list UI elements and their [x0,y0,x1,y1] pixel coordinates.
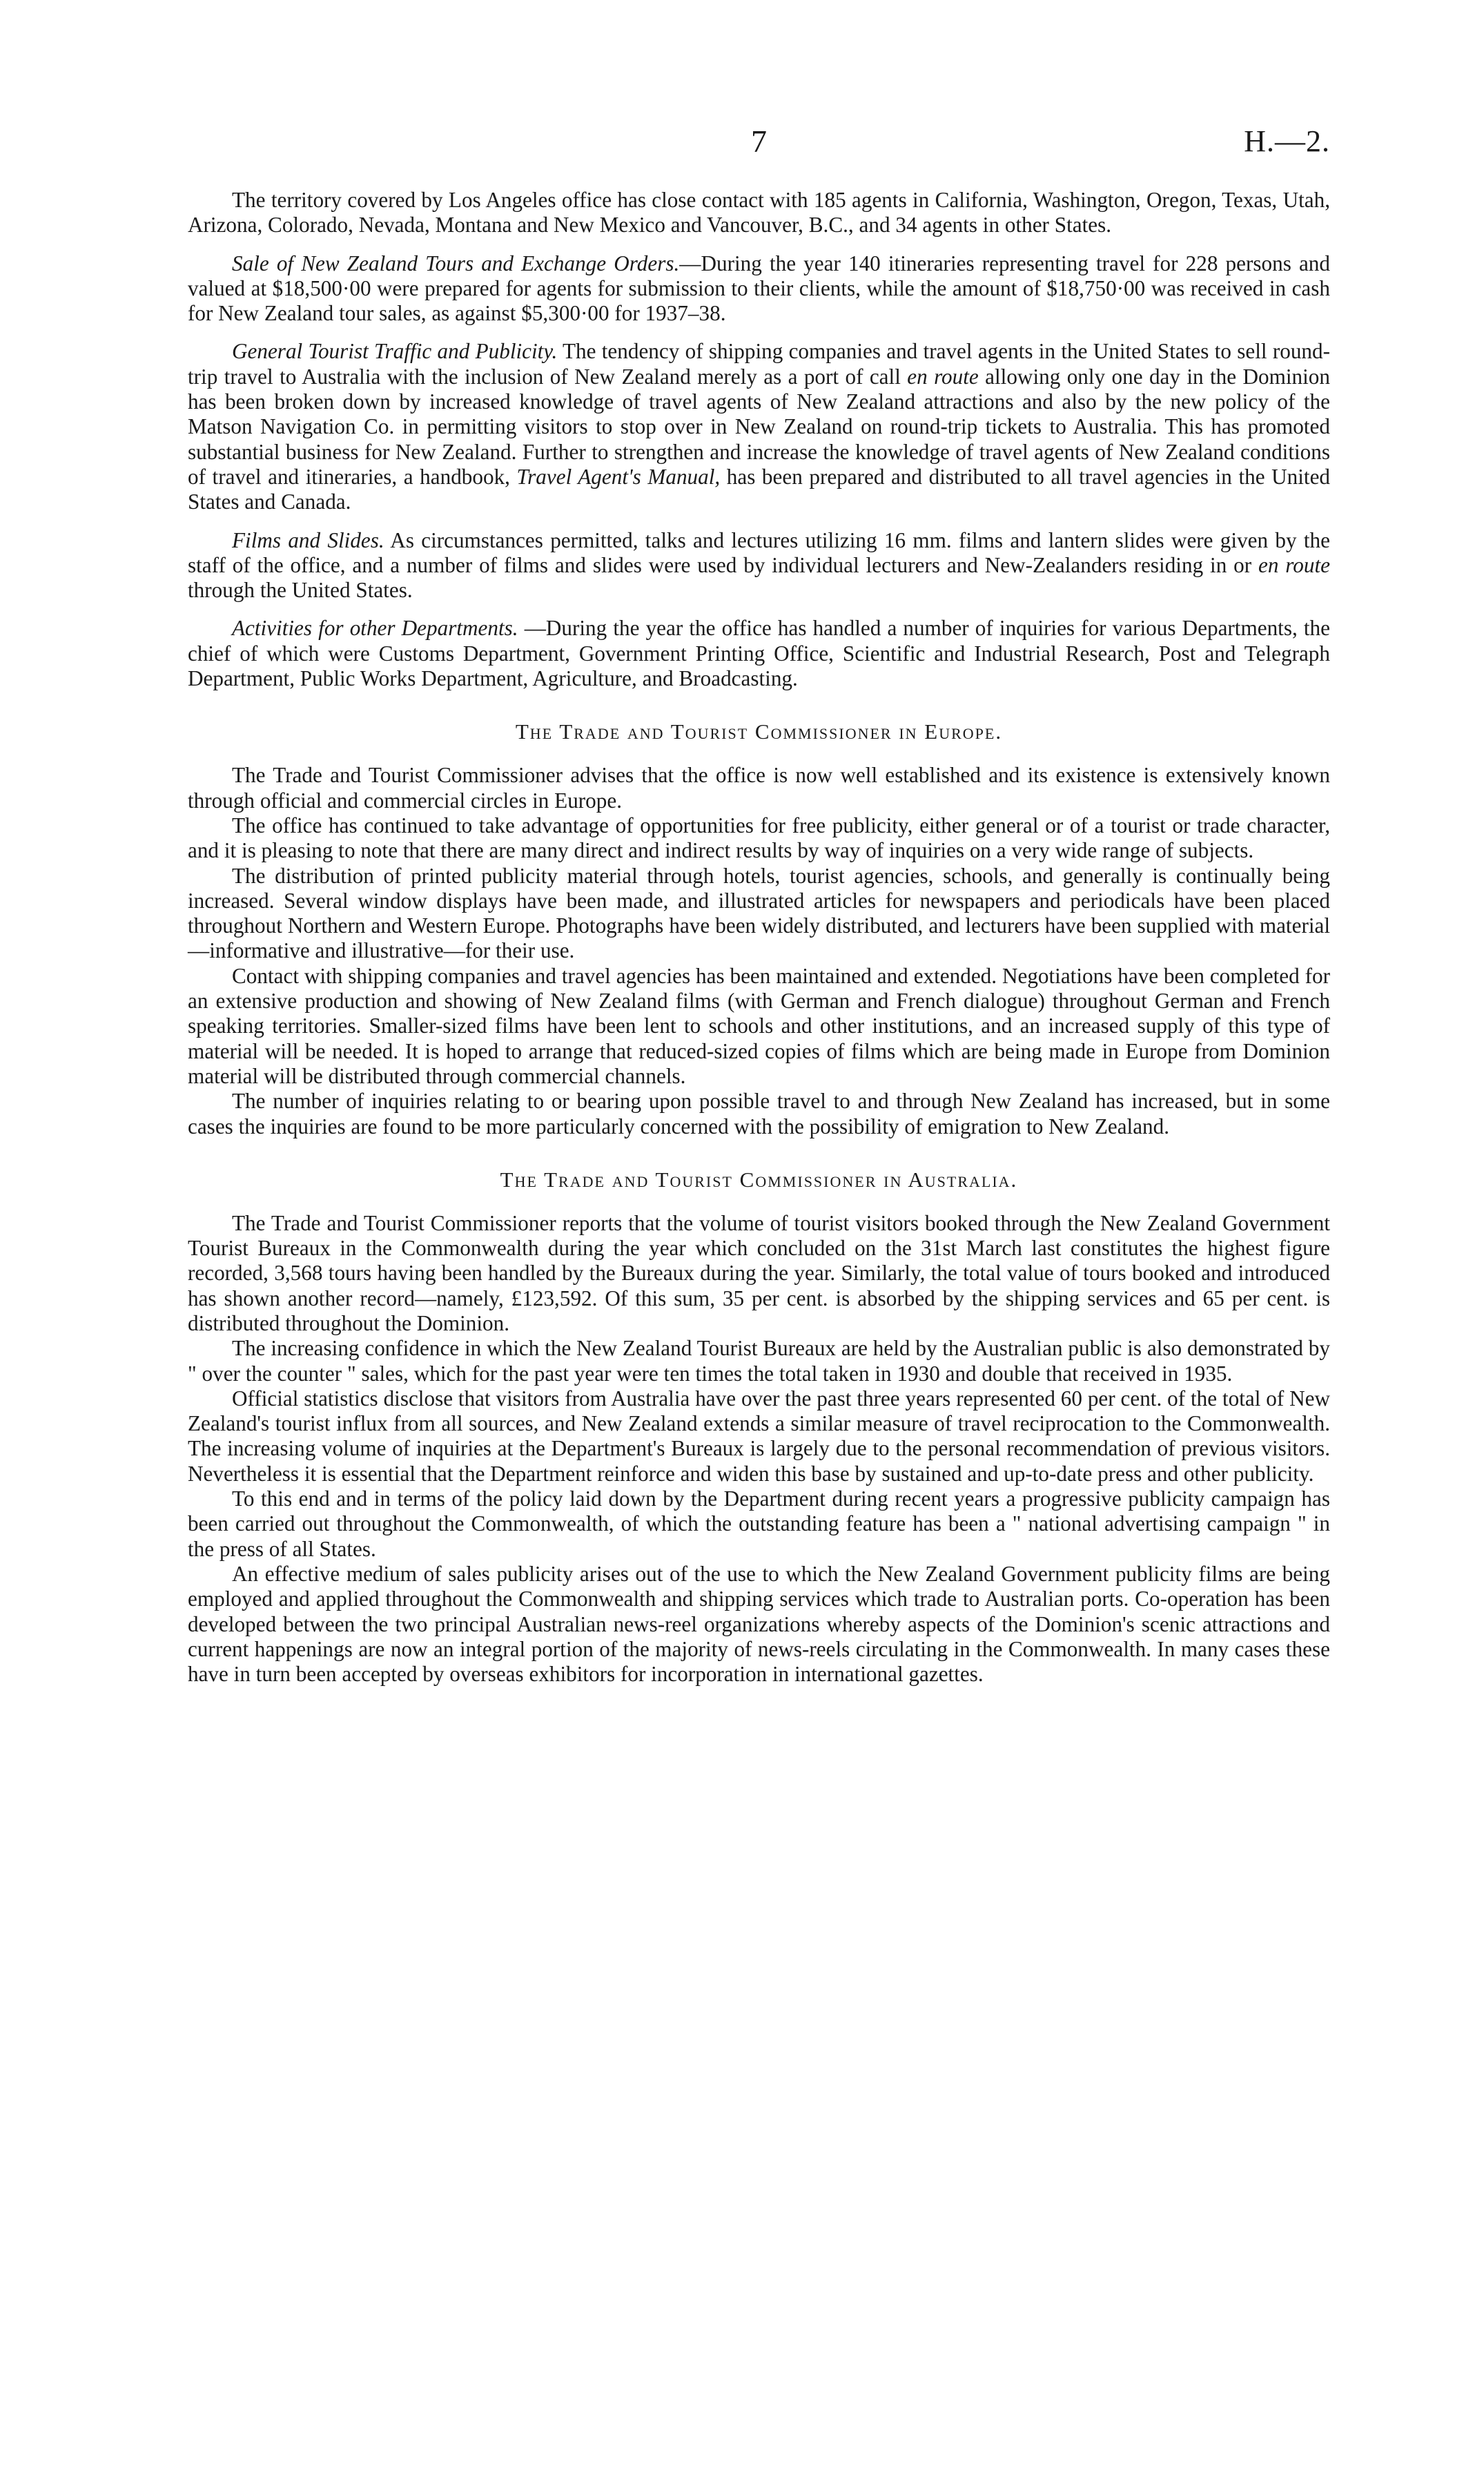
paragraph-lead-films-and-slides: Films and Slides. [232,527,384,552]
paragraph-text: allowing only one day in the Dominion has been broken down by increased knowledge of travel agents of New Zealand attractions and also by the new policy of the Matson Navigation Co. in permitting visitors to stop over in New Zealand on round-trip tickets to Australia. This has promoted substantial business for New Zealand. Further to strengthen and increase the knowledge of travel agents of New Zealand conditions of travel and itineraries, a handbook, [188,364,1330,489]
section-heading-australia: The Trade and Tourist Commissioner in Australia. [500,1167,1018,1192]
paragraph-body-other-departments: —During the year the office has handled a number of inquiries for various Departments, the chief of which were Customs Department, Government Printing Office, Scientific and Industrial Research, Post and Telegraph Department, Public Works Department, Agriculture, and Broadcasting. [188,616,1330,691]
paragraph-australia-5: An effective medium of sales publicity arises out of the use to which the New Zealand Government publicity films are being employed and applied throughout the Commonwealth and shipping services which trade to Australian ports. Co-operation has been developed between the two principal Australian news-reel organizations whereby aspects of the Dominion's scenic attractions and current happenings are now an integral portion of the majority of news-reels circulating in the Commonwealth. In many cases these have in turn been accepted by overseas exhibitors for incorporation in international gazettes. [188,1561,1330,1687]
italic-travel-agents-manual: Travel Agent's Manual, [516,464,721,489]
document-page [188,124,1330,1687]
paragraph-europe-1: The Trade and Tourist Commissioner advises that the office is now well established and its existence is extensively known through official and commercial circles in Europe. [188,763,1330,813]
paragraph-tours-exchange-orders [188,251,1330,327]
paragraph-films-and-slides [188,528,1330,603]
document-reference: H.—2. [1244,124,1330,158]
paragraph-australia-3: Official statistics disclose that visitors from Australia have over the past three years represented 60 per cent. of the total of New Zealand's tourist influx from all sources, and New Zealand extends a similar measure of travel reciprocation to the Commonwealth. The increasing volume of inquiries at the Department's Bureaux is largely due to the personal recommendation of previous visitors. Nevertheless it is essential that the Department reinforce and widen this base by sustained and up-to-date press and other publicity. [188,1386,1330,1486]
paragraph-text: The tendency of shipping companies and travel agents in the United States to sell round-trip travel to Australia with the inclusion of New Zealand merely as a port of call [188,339,1330,389]
paragraph-text: As circumstances permitted, talks and lectures utilizing 16 mm. films and lantern slides were given by the staff of the office, and a number of films and slides were used by individual lecturers and New-Zealanders residing in or [188,527,1330,577]
paragraph-lead-general-tourist-traffic: General Tourist Traffic and Publicity. [232,339,558,364]
paragraph-europe-2: The office has continued to take advantage of opportunities for free publicity, either general or of a tourist or trade character, and it is pleasing to note that there are many direct and indirect results by way of inquiries on a very wide range of subjects. [188,813,1330,863]
section-heading-europe: The Trade and Tourist Commissioner in Europe. [515,719,1003,744]
paragraph-lead-tours-exchange-orders: Sale of New Zealand Tours and Exchange Orders. [232,251,680,275]
running-header [188,124,1330,173]
paragraph-europe-4: Contact with shipping companies and travel agencies has been maintained and extended. Negotiations have been completed for an extensive production and showing of New Zealand films (with German and French dialogue) throughout German and French speaking territories. Smaller-sized films have been lent to schools and other institutions, and an increased supply of this type of material will be needed. It is hoped to arrange that reduced-sized copies of films which are being made in Europe from Dominion material will be distributed through commercial channels. [188,963,1330,1088]
paragraph-text: through the United States. [188,578,413,603]
paragraph-europe-3: The distribution of printed publicity material through hotels, tourist agencies, schools, and generally is continually being increased. Several window displays have been made, and illustrated articles for newspapers and periodicals have been placed throughout Northern and Western Europe. Photographs have been widely distributed, and lecturers have been supplied with material—informative and illustrative—for their use. [188,863,1330,963]
paragraph-australia-4: To this end and in terms of the policy laid down by the Department during recent years a progressive publicity campaign has been carried out throughout the Commonwealth, of which the outstanding feature has been a " national advertising campaign " in the press of all States. [188,1486,1330,1561]
paragraph-general-tourist-traffic [188,339,1330,514]
paragraph-body-tours-exchange-orders: —During the year 140 itineraries representing travel for 228 persons and valued at $18,500·00 were prepared for agents for submission to their clients, while the amount of $18,750·00 was received in cash for New Zealand tour sales, as against $5,300·00 for 1937–38. [188,251,1330,326]
paragraph-australia-1: The Trade and Tourist Commissioner reports that the volume of tourist visitors booked through the New Zealand Government Tourist Bureaux in the Commonwealth during the year which concluded on the 31st March last constitutes the highest figure recorded, 3,568 tours having been handled by the Bureaux during the year. Similarly, the total value of tours booked and introduced has shown another record—namely, £123,592. Of this sum, 35 per cent. is absorbed by the shipping services and 65 per cent. is distributed throughout the Dominion. [188,1210,1330,1335]
paragraph-other-departments [188,616,1330,691]
italic-en-route: en route [907,364,979,389]
paragraph-lead-other-departments: Activities for other Departments. [232,616,518,641]
paragraph-europe-5: The number of inquiries relating to or bearing upon possible travel to and through New Zealand has increased, but in some cases the inquiries are found to be more particularly concerned with the possibility of emigration to New Zealand. [188,1089,1330,1138]
page-number: 7 [751,124,767,159]
paragraph-text: has been prepared and distributed to all travel agencies in the United States and Canada. [188,464,1331,514]
paragraph-australia-2: The increasing confidence in which the New Zealand Tourist Bureaux are held by the Australian public is also demonstrated by " over the counter " sales, which for the past year were ten times the total taken in 1930 and double that received in 1935. [188,1336,1330,1386]
italic-en-route: en route [1258,552,1330,577]
paragraph-los-angeles-territory: The territory covered by Los Angeles office has close contact with 185 agents in California, Washington, Oregon, Texas, Utah, Arizona, Colorado, Nevada, Montana and New Mexico and Vancouver, B.C., and 34 agents in other States. [188,188,1330,238]
